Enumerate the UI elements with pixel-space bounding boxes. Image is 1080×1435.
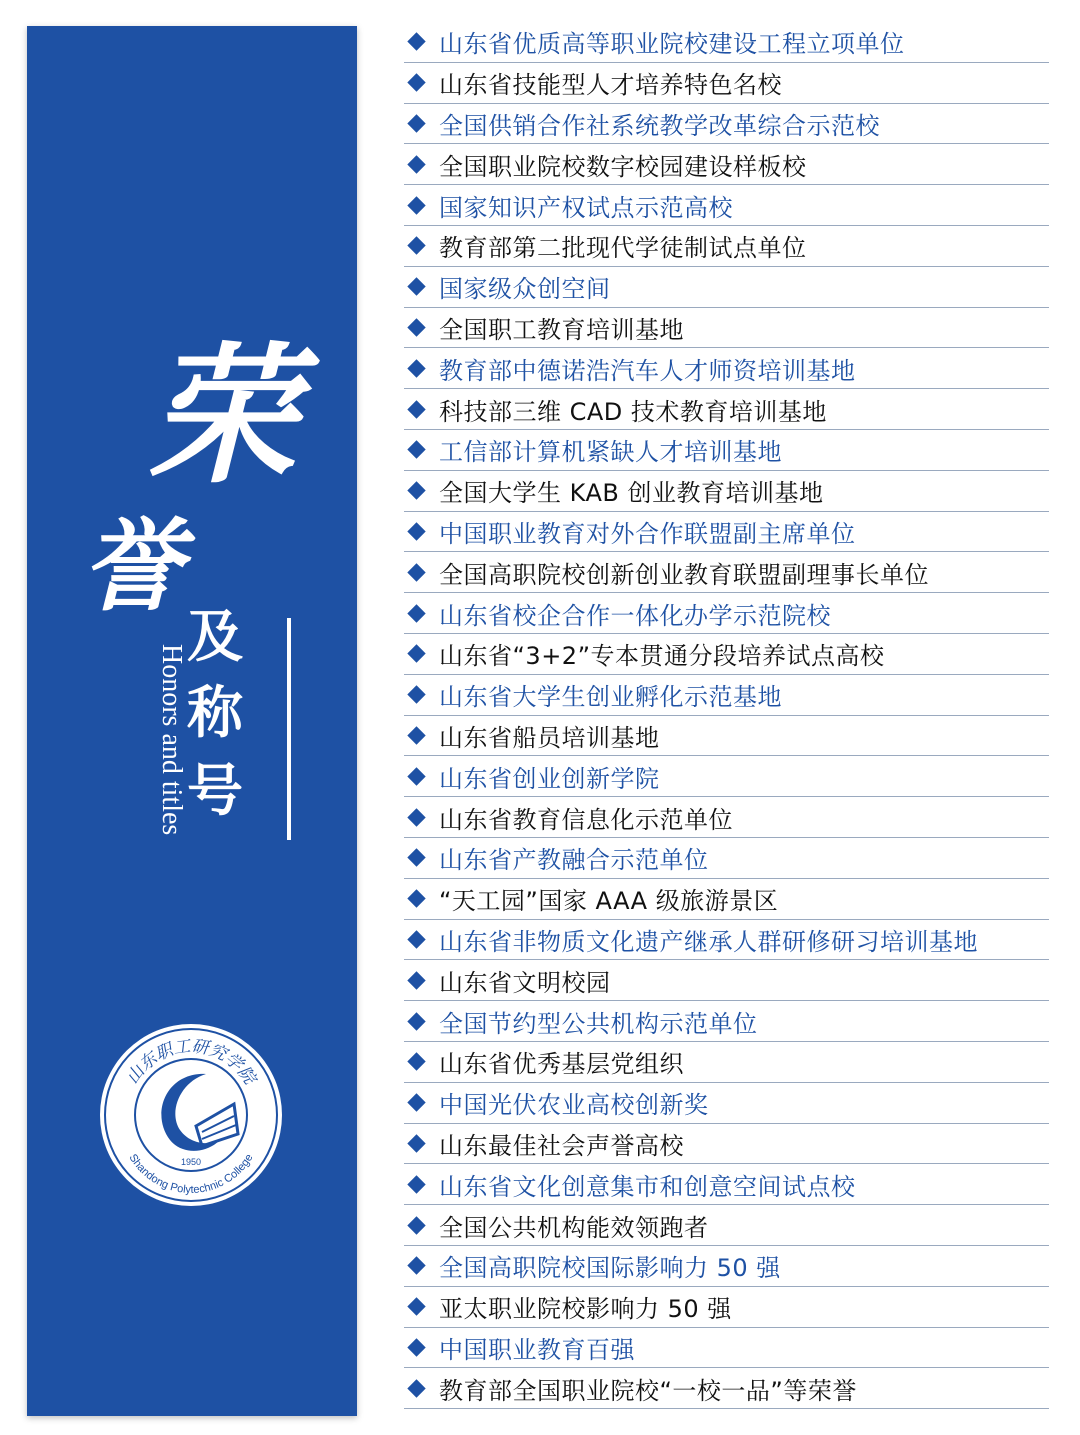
honor-item (404, 1246, 1049, 1287)
heading-char-rong: 荣 (147, 328, 298, 504)
honor-item (404, 63, 1049, 104)
honor-text: 中国光伏农业高校创新奖 (439, 1091, 709, 1120)
honor-text: 中国职业教育百强 (439, 1335, 635, 1364)
diamond-bullet-icon (407, 1257, 425, 1275)
honor-item (404, 471, 1049, 512)
diamond-bullet-icon (407, 114, 425, 132)
honor-item (404, 593, 1049, 634)
diamond-bullet-icon (407, 318, 425, 336)
heading-divider (287, 618, 291, 840)
honor-text: 全国节约型公共机构示范单位 (439, 1009, 758, 1038)
diamond-bullet-icon (407, 196, 425, 214)
honor-text: 教育部中德诺浩汽车人才师资培训基地 (439, 356, 856, 385)
honor-text: 教育部第二批现代学徒制试点单位 (439, 234, 807, 263)
honor-text: 山东最佳社会声誉高校 (439, 1131, 684, 1160)
honor-text: “天工园”国家 AAA 级旅游景区 (439, 887, 779, 916)
diamond-bullet-icon (407, 73, 425, 91)
honor-text: 山东省教育信息化示范单位 (439, 805, 733, 834)
honor-text: 山东省文化创意集市和创意空间试点校 (439, 1172, 856, 1201)
diamond-bullet-icon (407, 889, 425, 907)
honor-item (404, 104, 1049, 145)
honor-item (404, 1042, 1049, 1083)
honor-text: 工信部计算机紧缺人才培训基地 (439, 438, 782, 467)
honor-item (404, 1205, 1049, 1246)
diamond-bullet-icon (407, 1093, 425, 1111)
english-heading: Honors and titles (156, 644, 187, 836)
honor-item (404, 675, 1049, 716)
honor-item (404, 1164, 1049, 1205)
honor-item (404, 1001, 1049, 1042)
honor-item (404, 512, 1049, 553)
diamond-bullet-icon (407, 155, 425, 173)
honor-item (404, 389, 1049, 430)
diamond-bullet-icon (407, 33, 425, 51)
diamond-bullet-icon (407, 1216, 425, 1234)
diamond-bullet-icon (407, 849, 425, 867)
diamond-bullet-icon (407, 808, 425, 826)
heading-char-cheng: 称 (187, 681, 243, 746)
honor-item (404, 797, 1049, 838)
diamond-bullet-icon (407, 563, 425, 581)
honor-text: 亚太职业院校影响力 50 强 (439, 1295, 732, 1324)
diamond-bullet-icon (407, 685, 425, 703)
honor-item (404, 22, 1049, 63)
heading-char-yu: 誉 (82, 507, 182, 625)
honor-item (404, 920, 1049, 961)
honor-text: 全国职业院校数字校园建设样板校 (439, 152, 807, 181)
honor-item (404, 144, 1049, 185)
honor-text: 全国高职院校国际影响力 50 强 (439, 1254, 781, 1283)
diamond-bullet-icon (407, 1175, 425, 1193)
diamond-bullet-icon (407, 1134, 425, 1152)
diamond-bullet-icon (407, 1053, 425, 1071)
diamond-bullet-icon (407, 1338, 425, 1356)
diamond-bullet-icon (407, 1379, 425, 1397)
honor-item (404, 960, 1049, 1001)
honor-text: 山东省优质高等职业院校建设工程立项单位 (439, 30, 905, 59)
diamond-bullet-icon (407, 522, 425, 540)
honor-text: 山东省文明校园 (439, 968, 611, 997)
heading-char-hao: 号 (187, 759, 243, 824)
honor-text: 山东省技能型人才培养特色名校 (439, 71, 782, 100)
diamond-bullet-icon (407, 1297, 425, 1315)
diamond-bullet-icon (407, 767, 425, 785)
honor-text: 教育部全国职业院校“一校一品”等荣誉 (439, 1376, 857, 1405)
honor-item (404, 552, 1049, 593)
diamond-bullet-icon (407, 645, 425, 663)
honor-text: 山东省产教融合示范单位 (439, 846, 709, 875)
honor-text: 国家级众创空间 (439, 275, 611, 304)
logo-cn-name: 山东职工研究学院 (122, 1036, 260, 1088)
honor-item (404, 634, 1049, 675)
honor-item (404, 308, 1049, 349)
diamond-bullet-icon (407, 277, 425, 295)
diamond-bullet-icon (407, 400, 425, 418)
honor-text: 全国公共机构能效领跑者 (439, 1213, 709, 1242)
honor-item (404, 1287, 1049, 1328)
honor-text: 国家知识产权试点示范高校 (439, 193, 733, 222)
diamond-bullet-icon (407, 481, 425, 499)
honor-text: 山东省创业创新学院 (439, 764, 660, 793)
honor-item (404, 1124, 1049, 1165)
honor-text: 全国供销合作社系统教学改革综合示范校 (439, 111, 880, 140)
honor-text: 中国职业教育对外合作联盟副主席单位 (439, 519, 856, 548)
honor-item (404, 716, 1049, 757)
honor-text: 全国高职院校创新创业教育联盟副理事长单位 (439, 560, 929, 589)
honor-text: 山东省大学生创业孵化示范基地 (439, 683, 782, 712)
honor-text: 山东省非物质文化遗产继承人群研修研习培训基地 (439, 927, 978, 956)
honor-item (404, 226, 1049, 267)
honor-item (404, 756, 1049, 797)
honor-text: 全国职工教育培训基地 (439, 315, 684, 344)
honor-item (404, 430, 1049, 471)
diamond-bullet-icon (407, 359, 425, 377)
honor-item (404, 838, 1049, 879)
diamond-bullet-icon (407, 971, 425, 989)
diamond-bullet-icon (407, 930, 425, 948)
honors-list (404, 22, 1049, 1409)
honor-text: 科技部三维 CAD 技术教育培训基地 (439, 397, 827, 426)
honor-text: 山东省校企合作一体化办学示范院校 (439, 601, 831, 630)
diamond-bullet-icon (407, 441, 425, 459)
honor-text: 山东省优秀基层党组织 (439, 1050, 684, 1079)
diamond-bullet-icon (407, 726, 425, 744)
diamond-bullet-icon (407, 604, 425, 622)
honor-text: 山东省“3+2”专本贯通分段培养试点高校 (439, 642, 885, 671)
honor-item (404, 185, 1049, 226)
diamond-bullet-icon (407, 237, 425, 255)
college-logo (98, 1022, 284, 1208)
honor-item (404, 1083, 1049, 1124)
honor-text: 全国大学生 KAB 创业教育培训基地 (439, 479, 824, 508)
honor-item (404, 879, 1049, 920)
honor-text: 山东省船员培训基地 (439, 723, 660, 752)
honor-item (404, 348, 1049, 389)
heading-char-ji: 及 (187, 605, 243, 670)
honor-item (404, 267, 1049, 308)
title-banner (27, 26, 357, 1416)
honor-item (404, 1328, 1049, 1369)
diamond-bullet-icon (407, 1012, 425, 1030)
honor-item (404, 1368, 1049, 1409)
logo-year: 1950 (180, 1157, 202, 1167)
logo-en-name: Shandong Polytechnic College (126, 1152, 256, 1197)
